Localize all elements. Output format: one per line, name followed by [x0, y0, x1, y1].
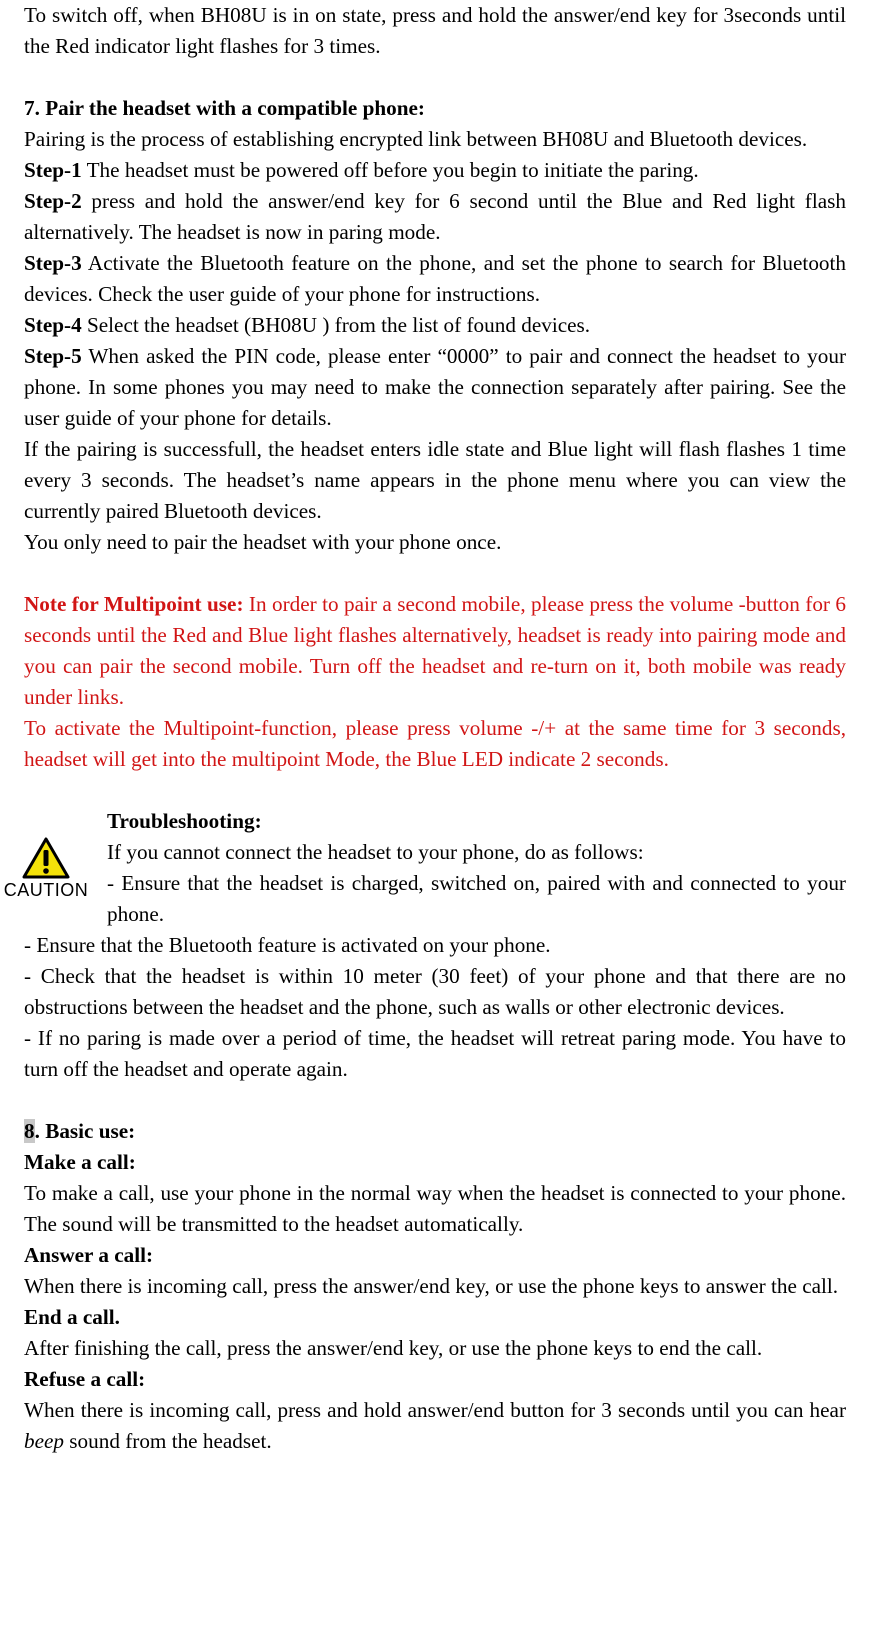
switch-off-paragraph: To switch off, when BH08U is in on state, press and hold the answer/end key for 3seconds until the Red indicator light flashes for 3 times.	[24, 3, 846, 58]
answer-call-title-text: Answer a call:	[24, 1243, 154, 1267]
step-1	[24, 155, 846, 186]
end-call-title	[24, 1302, 846, 1333]
step-2-text: press and hold the answer/end key for 6 second until the Blue and Red light flash alternatively. The headset is now in paring mode.	[24, 189, 846, 244]
spacer	[24, 775, 846, 806]
pairing-description: Pairing is the process of establishing encrypted link between BH08U and Bluetooth devices.	[24, 127, 808, 151]
troubleshooting-item: - Ensure that the Bluetooth feature is activated on your phone.	[24, 933, 551, 957]
make-call-text: To make a call, use your phone in the normal way when the headset is connected to your phone. The sound will be transmitted to the headset automatically.	[24, 1181, 846, 1236]
refuse-call-title	[24, 1364, 846, 1395]
troubleshooting-block	[3, 806, 846, 930]
end-call-title-text: End a call.	[24, 1305, 120, 1329]
step-4	[24, 310, 846, 341]
troubleshooting-item: - Check that the headset is within 10 meter (30 feet) of your phone and that there are no obstructions between the headset and the phone, such as walls or other electronic devices.	[24, 964, 846, 1019]
step-3-text: Activate the Bluetooth feature on the phone, and set the phone to search for Bluetooth devices. Check the user guide of your phone for instructions.	[24, 251, 846, 306]
multipoint-activate: To activate the Multipoint-function, please press volume -/+ at the same time for 3 seconds, headset will get into the multipoint Mode, the Blue LED indicate 2 seconds.	[24, 716, 846, 771]
step-4-text: Select the headset (BH08U ) from the list of found devices.	[81, 313, 591, 337]
caution-label: CAUTION	[3, 880, 89, 900]
step-3	[24, 248, 846, 310]
make-call-title	[24, 1147, 846, 1178]
multipoint-note-text: In order to pair a second mobile, please press the volume -button for 6 seconds until the Red and Blue light flashes alternatively, headset is ready into pairing mode and you can pair the second mobile. Turn off the headset and re-turn on it, both mobile was ready under links.	[24, 592, 846, 709]
answer-call-text: When there is incoming call, press the answer/end key, or use the phone keys to answer the call.	[24, 1274, 839, 1298]
step-4-label: Step-4	[24, 313, 82, 337]
pairing-heading-text: 7. Pair the headset with a compatible phone:	[24, 96, 425, 120]
basic-use-heading-number: 8	[24, 1119, 35, 1143]
step-1-label: Step-1	[24, 158, 82, 182]
step-5-text: When asked the PIN code, please enter “0000” to pair and connect the headset to your phone. In some phones you may need to make the connection separately after pairing. See the user guide of your phone for details.	[24, 344, 846, 430]
spacer	[24, 62, 846, 93]
caution-triangle-icon	[0, 836, 92, 880]
step-3-label: Step-3	[24, 251, 82, 275]
troubleshooting-heading	[107, 806, 846, 837]
refuse-call-text	[24, 1395, 846, 1457]
refuse-call-beep: beep	[24, 1429, 64, 1453]
step-1-text: The headset must be powered off before you begin to initiate the paring.	[81, 158, 699, 182]
pairing-heading	[24, 93, 846, 124]
spacer	[24, 1085, 846, 1116]
make-call-title-text: Make a call:	[24, 1150, 136, 1174]
basic-use-heading-text: . Basic use:	[34, 1119, 136, 1143]
refuse-call-text-a: When there is incoming call, press and hold answer/end button for 3 seconds until you can hear	[24, 1398, 846, 1422]
basic-use-heading	[24, 1116, 846, 1147]
pairing-success-paragraph: If the pairing is successfull, the headset enters idle state and Blue light will flash flashes 1 time every 3 seconds. The headset’s name appears in the phone menu where you can view the currently paired Bluetooth devices.	[24, 437, 846, 523]
refuse-call-title-text: Refuse a call:	[24, 1367, 146, 1391]
manual-page	[3, 0, 846, 1457]
multipoint-note-label: Note for Multipoint use:	[24, 592, 244, 616]
step-5-label: Step-5	[24, 344, 82, 368]
pair-once-paragraph: You only need to pair the headset with your phone once.	[24, 530, 502, 554]
multipoint-note	[24, 589, 846, 713]
troubleshooting-item: - Ensure that the headset is charged, switched on, paired with and connected to your phone.	[107, 871, 846, 926]
troubleshooting-heading-text: Troubleshooting:	[107, 809, 262, 833]
step-5	[24, 341, 846, 434]
refuse-call-text-b: sound from the headset.	[64, 1429, 272, 1453]
step-2	[24, 186, 846, 248]
end-call-text: After finishing the call, press the answer/end key, or use the phone keys to end the call.	[24, 1336, 763, 1360]
step-2-label: Step-2	[24, 189, 82, 213]
caution-warning-icon	[0, 836, 92, 900]
troubleshooting-intro: If you cannot connect the headset to your phone, do as follows:	[107, 840, 644, 864]
troubleshooting-item: - If no paring is made over a period of time, the headset will retreat paring mode. You have to turn off the headset and operate again.	[24, 1026, 846, 1081]
spacer	[24, 558, 846, 589]
answer-call-title	[24, 1240, 846, 1271]
